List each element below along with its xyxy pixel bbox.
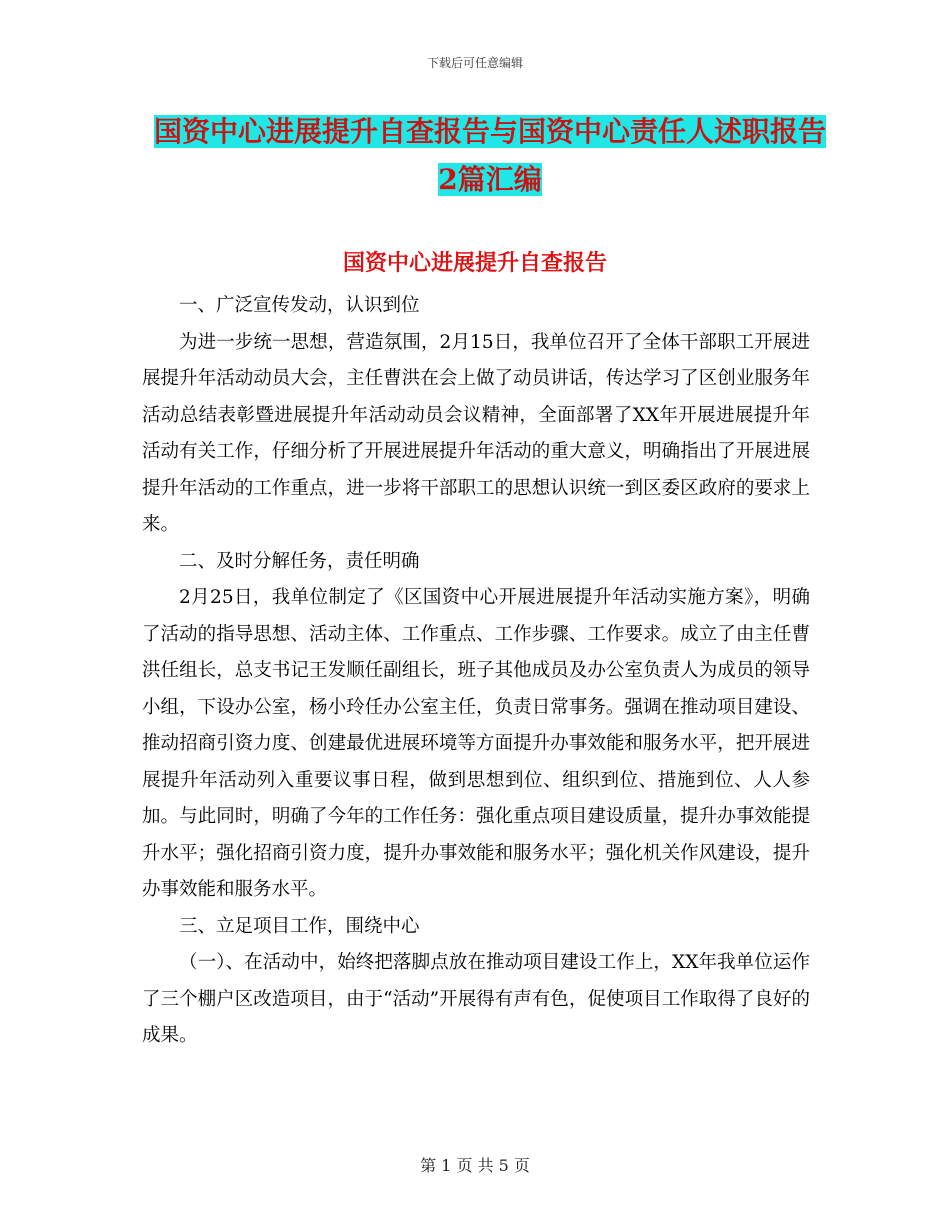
section-title: 国资中心进展提升自查报告: [342, 250, 607, 276]
paragraph-heading-3: 三、立足项目工作，围绕中心: [179, 915, 420, 937]
document-title-text: 国资中心进展提升自查报告与国资中心责任人述职报告2篇汇编: [153, 115, 826, 196]
document-body: [142, 288, 810, 1055]
document-title: [150, 108, 830, 204]
page-header-note: 下载后可任意编辑: [426, 56, 523, 70]
paragraph-heading-2: 二、及时分解任务，责任明确: [179, 550, 420, 572]
paragraph: （一）、在活动中，始终把落脚点放在推动项目建设工作上，XX年我单位运作了三个棚户区改造项目，由于“活动”开展得有声有色，促使项目工作取得了良好的成果。: [142, 952, 810, 1046]
paragraph-heading-1: 一、广泛宣传发动，认识到位: [179, 295, 420, 316]
paragraph: 2月25日，我单位制定了《区国资中心开展进展提升年活动实施方案》，明确了活动的指导思想、活动主体、工作重点、工作步骤、工作要求。成立了由主任曹洪任组长，总支书记王发顺任副组长，班子其他成员及办公室负责人为成员的领导小组，下设办公室，杨小玲任办公室主任，负责日常事务。强调在推动项目建设、推动招商引资力度、创建最优进展环境等方面提升办事效能和服务水平，把开展进展提升年活动列入重要议事日程，做到思想到位、组织到位、措施到位、人人参加。与此同时，明确了今年的工作任务：强化重点项目建设质量，提升办事效能提升水平；强化招商引资力度，提升办事效能和服务水平；强化机关作风建设，提升办事效能和服务水平。: [142, 587, 810, 900]
paragraph: 为进一步统一思想，营造氛围，2月15日，我单位召开了全体干部职工开展进展提升年活动动员大会，主任曹洪在会上做了动员讲话，传达学习了区创业服务年活动总结表彰暨进展提升年活动动员会议精神，全面部署了XX年开展进展提升年活动有关工作，仔细分析了开展进展提升年活动的重大意义，明确指出了开展进展提升年活动的工作重点，进一步将干部职工的思想认识统一到区委区政府的要求上来。: [142, 331, 810, 535]
page-number: 第 1 页 共 5 页: [420, 1156, 530, 1175]
